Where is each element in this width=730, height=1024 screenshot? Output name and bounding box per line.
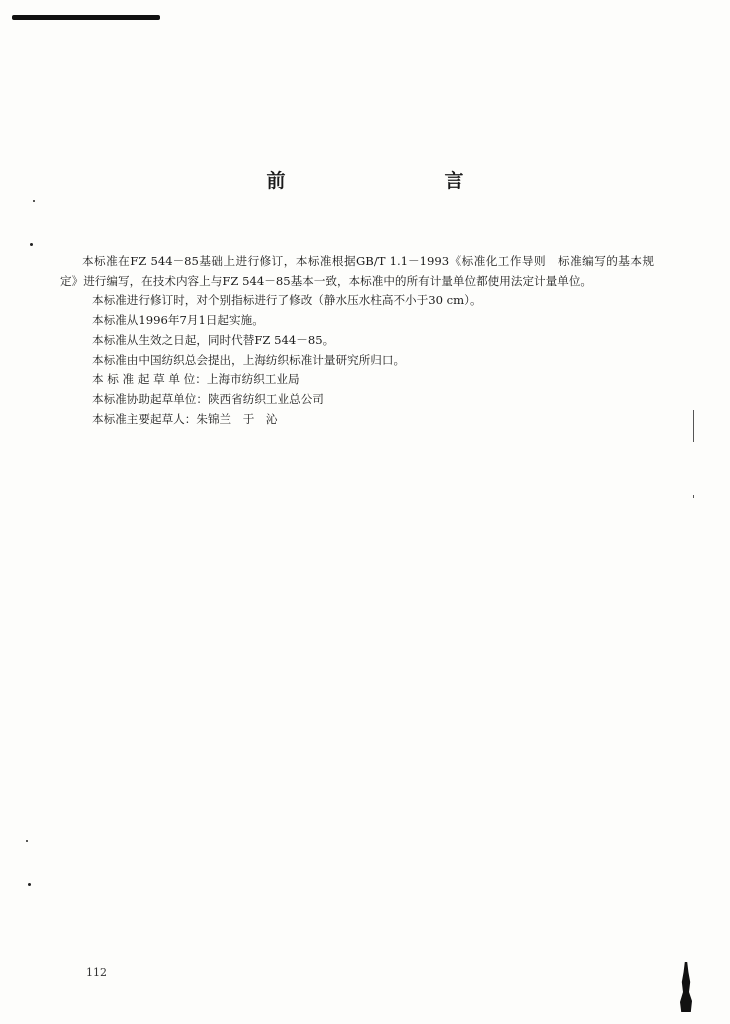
page-number: 112	[86, 966, 107, 979]
main-drafters: 本标准主要起草人：朱锦兰 于 沁	[92, 411, 278, 426]
page-heading: 前 言	[266, 170, 534, 192]
scan-edge-mark	[693, 495, 694, 498]
foreword-body	[60, 252, 654, 429]
scan-edge-mark	[693, 410, 694, 442]
scan-speck	[30, 243, 33, 246]
drafting-unit: 本 标 准 起 草 单 位：上海市纺织工业局	[92, 372, 300, 387]
foreword-paragraph: 本标准进行修订时，对个别指标进行了修改（静水压水柱高不小于30 cm）。	[92, 293, 482, 308]
top-rule	[12, 15, 160, 20]
assisting-drafting-unit: 本标准协助起草单位：陕西省纺织工业总公司	[92, 391, 324, 406]
scan-speck	[28, 883, 31, 886]
foreword-paragraph: 本标准在FZ 544－85基础上进行修订，本标准根据GB/T 1.1－1993《标准化工作导则 标准编写的基本规定》进行编写，在技术内容上与FZ 544－85基本一致，本标准中的所有计量单位都使用法定计量单位。	[60, 254, 654, 288]
foreword-paragraph: 本标准从1996年7月1日起实施。	[92, 313, 264, 328]
scan-speck	[33, 200, 35, 202]
foreword-paragraph: 本标准从生效之日起，同时代替FZ 544－85。	[92, 332, 335, 347]
scan-speck	[26, 840, 28, 842]
scan-edge-blot	[680, 962, 692, 1012]
foreword-paragraph: 本标准由中国纺织总会提出，上海纺织标准计量研究所归口。	[92, 352, 406, 367]
